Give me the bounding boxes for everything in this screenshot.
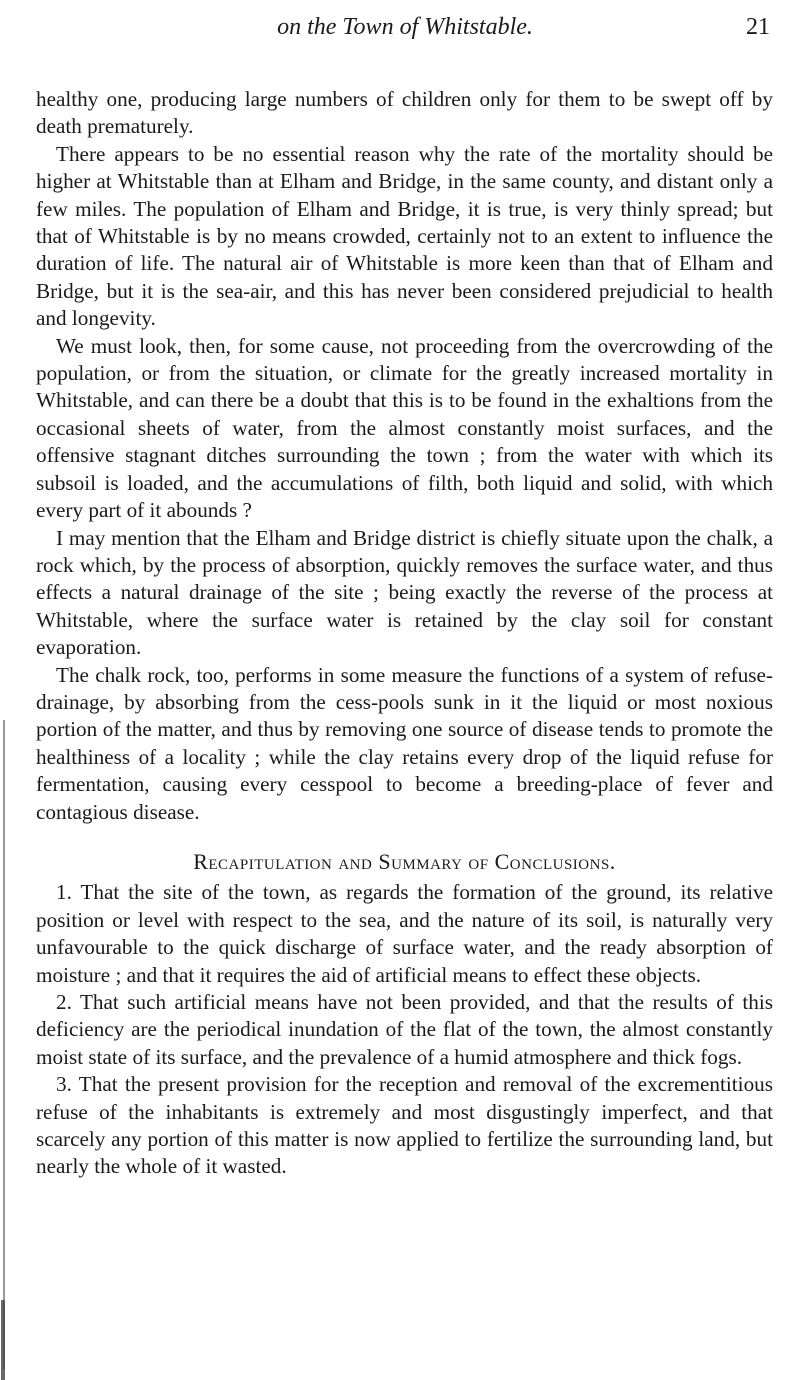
running-head: on the Town of Whitstable. — [277, 14, 533, 40]
conclusion-item: 1. That the site of the town, as regards the formation of the ground, its relative position or level with respect to the sea, and the nature of its soil, is naturally very unfavourable to the quick discharge of surface water, and the ready absorption of moisture ; and that it requires the aid of artificial means to effect these objects. — [36, 880, 773, 987]
paragraph: There appears to be no essential reason why the rate of the mortality should be higher at Whitstable than at Elham and Bridge, in the same county, and distant only a few miles. The population of Elham and Bridge, it is true, is very thinly spread; but that of Whitstable is by no means crowded, certainly not to an extent to influence the duration of life. The natural air of Whitstable is more keen than that of Elham and Bridge, but it is the sea-air, and this has never been considered prejudicial to health and longevity. — [36, 141, 773, 331]
paragraph: healthy one, producing large numbers of children only for them to be swept off by death prematurely. — [36, 87, 773, 139]
binding-shadow-line — [3, 720, 5, 1370]
page-header — [40, 10, 770, 50]
conclusion-item: 2. That such artificial means have not been provided, and that the results of this deficiency are the periodical inundation of the flat of the town, the almost constantly moist state of its surface, and the prevalence of a humid atmosphere and thick fogs. — [36, 990, 773, 1069]
body-text — [36, 86, 773, 1181]
paragraph: We must look, then, for some cause, not proceeding from the overcrowding of the population, or from the situation, or climate for the greatly increased mortality in Whitstable, and can there be a doubt that this is to be found in the exhaltions from the occasional sheets of water, from the almost constantly moist surfaces, and the offensive stagnant ditches surrounding the town ; from the water with which its subsoil is loaded, and the accumulations of filth, both liquid and solid, with which every part of it abounds ? — [36, 333, 773, 523]
paragraph: I may mention that the Elham and Bridge district is chiefly situate upon the chalk, a rock which, by the process of absorption, quickly removes the surface water, and thus effects a natural drainage of the site ; being exactly the reverse of the process at Whitstable, where the surface water is retained by the clay soil for constant evaporation. — [36, 525, 773, 660]
paragraph: The chalk rock, too, performs in some measure the functions of a system of refuse-drainage, by absorbing from the cess-pools sunk in it the liquid or most noxious portion of the matter, and thus by removing one source of disease tends to promote the healthiness of a locality ; while the clay retains every drop of the liquid refuse for fermentation, causing every cesspool to become a breeding-place of fever and contagious disease. — [36, 662, 773, 824]
section-heading: Recapitulation and Summary of Conclusions. — [193, 848, 616, 874]
page-number: 21 — [746, 14, 770, 40]
binding-shadow-mark — [1, 1300, 5, 1380]
conclusion-item: 3. That the present provision for the reception and removal of the excrementitious refuse of the inhabitants is extremely and most disgustingly imperfect, and that scarcely any portion of this matter is now applied to fertilize the surrounding land, but nearly the whole of it wasted. — [36, 1072, 773, 1179]
